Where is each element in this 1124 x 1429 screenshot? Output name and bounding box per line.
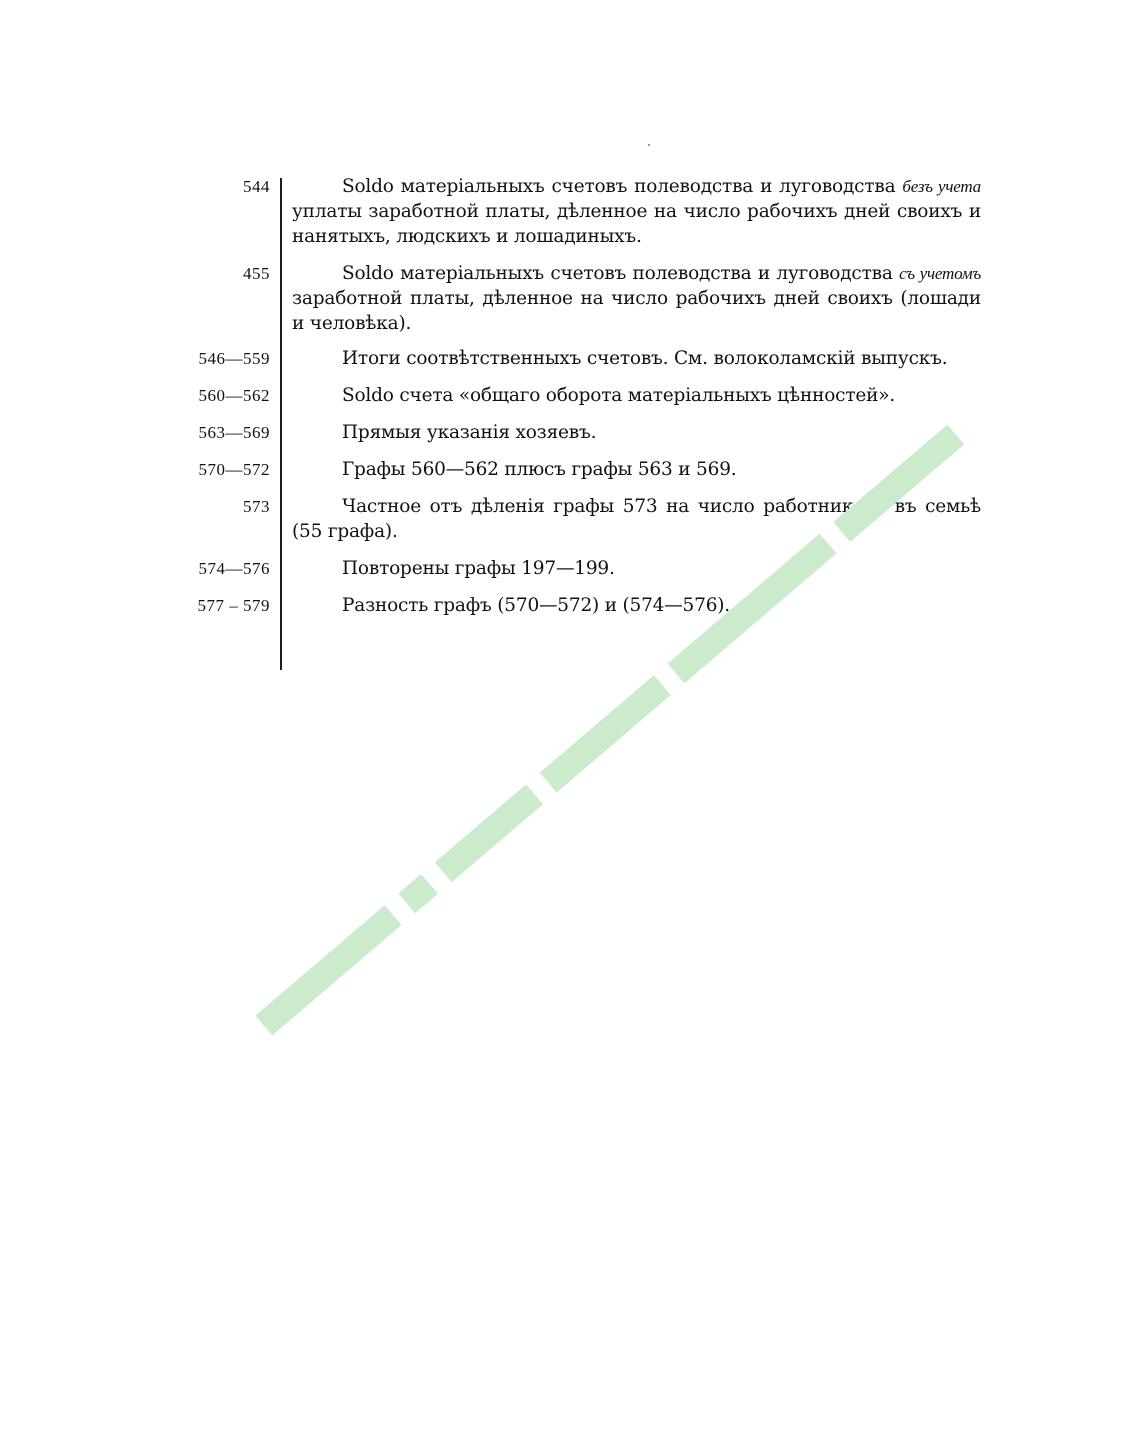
- entry-description: Графы 560—562 плюсъ графы 563 и 569.: [342, 459, 737, 480]
- watermark-segment: [255, 905, 401, 1035]
- entry-description: Soldo счета «общаго оборота матеріальныхъ цѣнностей».: [342, 385, 896, 406]
- watermark-segment: [540, 675, 671, 792]
- italic-phrase: безъ учета: [902, 177, 981, 196]
- column-divider-rule: [280, 178, 282, 670]
- scan-speck: [648, 144, 650, 146]
- entry-description: Разность графъ (570—572) и (574—576).: [342, 595, 730, 616]
- column-number: 577 – 579: [197, 596, 270, 615]
- entry-description: Soldo матеріальныхъ счетовъ полеводства и луговодства съ учетомъ заработной платы, дѣленное на число рабочихъ дней своихъ (лошади и человѣка).: [292, 263, 981, 334]
- entry-description: Итоги соотвѣтственныхъ счетовъ. См. волоколамскій выпускъ.: [342, 348, 948, 369]
- column-number: 560—562: [198, 386, 270, 405]
- column-number: 546—559: [198, 349, 270, 368]
- column-number: 570—572: [198, 460, 270, 479]
- entry-description: Частное отъ дѣленія графы 573 на число работниковъ въ семьѣ (55 графа).: [292, 496, 981, 542]
- entry-description: Повторены графы 197—199.: [342, 558, 615, 579]
- column-number: 563—569: [198, 423, 270, 442]
- column-number: 455: [243, 264, 270, 283]
- entry-description: Soldo матеріальныхъ счетовъ полеводства и луговодства безъ учета уплаты заработной платы, дѣленное на число рабочихъ дней своихъ и нанятыхъ, людскихъ и лошадиныхъ.: [292, 176, 981, 247]
- column-number: 544: [243, 177, 270, 196]
- watermark-segment: [398, 874, 438, 913]
- watermark-segment: [435, 784, 543, 882]
- entry-description: Прямыя указанія хозяевъ.: [342, 422, 597, 443]
- italic-phrase: съ учетомъ: [899, 264, 981, 283]
- column-number: 573: [243, 497, 270, 516]
- column-number: 574—576: [198, 559, 270, 578]
